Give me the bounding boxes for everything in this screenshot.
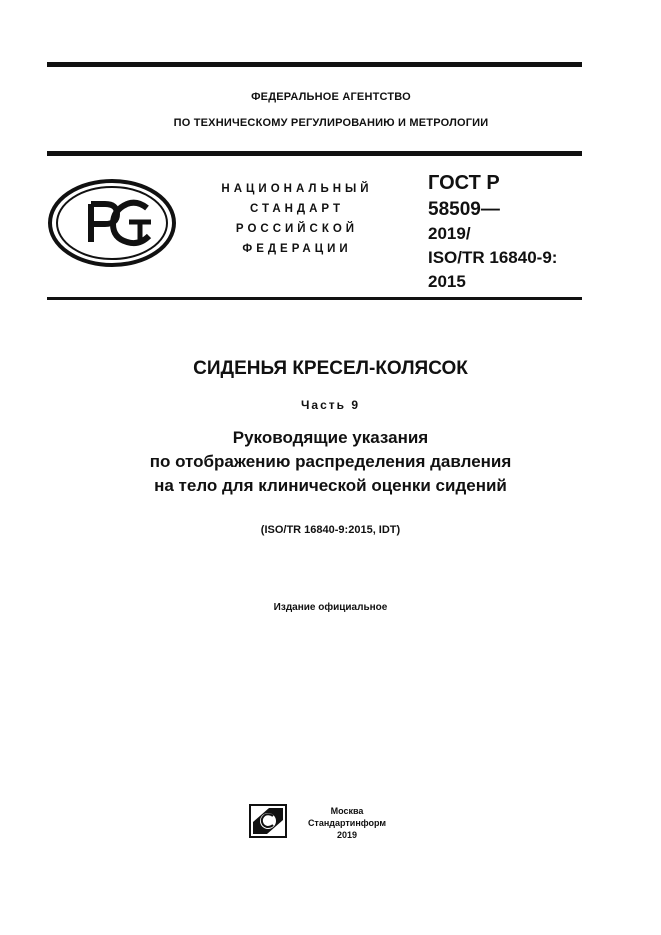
standard-type-line3: РОССИЙСКОЙ [235, 223, 359, 235]
designation-line3: 2019/ [428, 224, 471, 243]
designation-line1: ГОСТ Р [428, 172, 500, 194]
agency-name-line2: ПО ТЕХНИЧЕСКОМУ РЕГУЛИРОВАНИЮ И МЕТРОЛОГИИ [173, 117, 489, 129]
edition-label: Издание официальное [273, 602, 388, 613]
standard-type-line1: НАЦИОНАЛЬНЫЙ [221, 183, 373, 195]
document-title: СИДЕНЬЯ КРЕСЕЛ-КОЛЯСОК [193, 358, 468, 379]
top-rule [47, 62, 582, 67]
subtitle-line3: на тело для клинической оценки сидений [154, 476, 507, 495]
publisher-year: 2019 [336, 830, 358, 840]
subtitle-line1: Руководящие указания [232, 428, 429, 447]
agency-name-line1: ФЕДЕРАЛЬНОЕ АГЕНТСТВО [251, 91, 411, 103]
publisher-city: Москва [330, 806, 364, 816]
designation-line5: 2015 [428, 272, 466, 291]
publisher-logo-icon [249, 804, 287, 838]
part-number: Часть 9 [300, 398, 361, 412]
middle-rule [47, 151, 582, 156]
bottom-rule [47, 297, 582, 300]
standard-type-line2: СТАНДАРТ [250, 203, 344, 215]
publisher-name: Стандартинформ [307, 818, 387, 828]
designation-line4: ISO/TR 16840-9: [428, 248, 558, 267]
designation-line2: 58509— [428, 199, 500, 220]
gost-r-emblem-icon [47, 178, 177, 268]
standard-type-line4: ФЕДЕРАЦИИ [242, 243, 352, 255]
iso-reference: (ISO/TR 16840-9:2015, IDT) [260, 524, 401, 536]
subtitle-line2: по отображению распределения давления [149, 452, 512, 471]
